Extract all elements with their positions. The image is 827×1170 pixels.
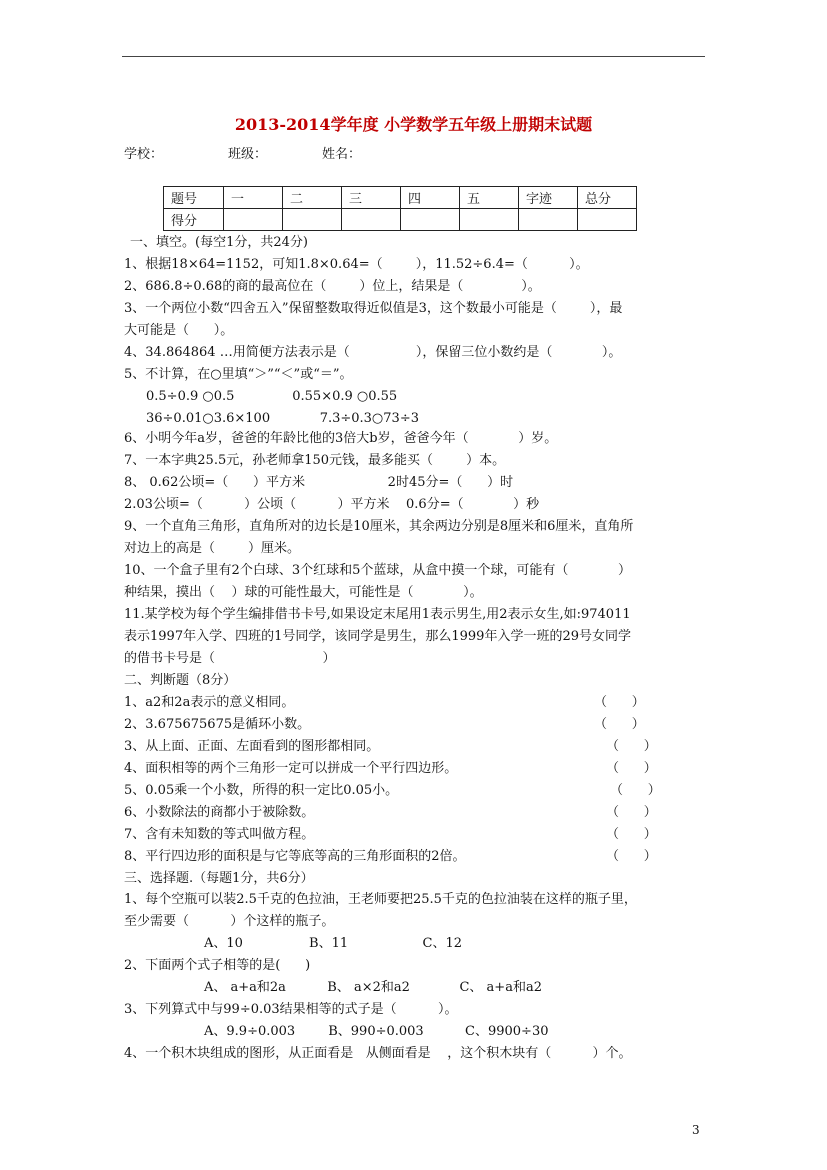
text-line: 对边上的高是（ ）厘米。: [124, 541, 301, 556]
text-line: 5、不计算，在○里填“＞”“＜”或“＝”。: [124, 367, 353, 382]
text-line: 种结果，摸出（ ）球的可能性最大，可能性是（ ）。: [124, 585, 483, 600]
answer-bracket: （ ）: [606, 827, 657, 842]
text-line: 3、一个两位小数“四舍五入”保留整数取得近似值是3，这个数最小可能是（ ），最: [124, 301, 623, 316]
name-field-label: 姓名：: [322, 147, 362, 162]
text-line: 9、一个直角三角形，直角所对的边长是10厘米，其余两边分别是8厘米和6厘米，直角所: [124, 519, 634, 534]
text-line: 5、0.05乘一个小数，所得的积一定比0.05小。: [124, 783, 399, 798]
text-line: 1、根据18×64=1152，可知1.8×0.64=（ ），11.52÷6.4=（ ）。: [124, 257, 589, 272]
text-line: 2.03公顷=（ ）公顷（ ）平方米 0.6分=（ ）秒: [124, 497, 540, 512]
text-line: A、10 B、11 C、12: [204, 936, 463, 951]
text-line: 1、每个空瓶可以装2.5千克的色拉油，王老师要把25.5千克的色拉油装在这样的瓶子里，: [124, 892, 637, 907]
table-cell: 四: [401, 187, 460, 209]
text-line: 4、面积相等的两个三角形一定可以拼成一个平行四边形。: [124, 761, 458, 776]
table-cell: 三: [342, 187, 401, 209]
table-cell: 题号: [164, 187, 224, 209]
answer-bracket: （ ）: [610, 783, 661, 798]
score-cell[interactable]: [342, 209, 401, 231]
table-cell: 得分: [164, 209, 224, 231]
page-number: 3: [692, 1123, 700, 1137]
text-line: 表示1997年入学、四班的1号同学，该同学是男生，那么1999年入学一班的29号女同学: [124, 629, 631, 644]
answer-bracket: （ ）: [606, 805, 657, 820]
answer-bracket: （ ）: [606, 849, 657, 864]
text-line: 2、686.8÷0.68的商的最高位在（ ）位上，结果是（ ）。: [124, 279, 541, 294]
table-cell: 字迹: [519, 187, 578, 209]
text-line: 1、a2和2a表示的意义相同。: [124, 695, 295, 710]
score-cell[interactable]: [460, 209, 519, 231]
table-cell: 一: [224, 187, 283, 209]
page-title: 2013-2014学年度 小学数学五年级上册期末试题: [234, 115, 593, 134]
table-cell: 总分: [578, 187, 637, 209]
text-line: 7、一本字典25.5元，孙老师拿150元钱，最多能买（ ）本。: [124, 453, 506, 468]
answer-bracket: （ ）: [594, 717, 645, 732]
school-field-label: 学校：: [124, 147, 164, 162]
text-line: 8、 0.62公顷=（ ）平方米 2时45分=（ ）时: [124, 475, 514, 490]
score-cell[interactable]: [578, 209, 637, 231]
text-line: 2、下面两个式子相等的是( ): [124, 958, 311, 973]
class-field-label: 班级：: [228, 147, 268, 162]
score-table-score-row: [164, 209, 637, 231]
score-cell[interactable]: [401, 209, 460, 231]
text-line: 三、选择题.（每题1分，共6分）: [124, 871, 314, 886]
table-cell: 二: [283, 187, 342, 209]
text-line: 大可能是（ ）。: [124, 323, 234, 338]
text-line: 一、填空。(每空1分，共24分): [130, 235, 308, 250]
text-line: 7、含有未知数的等式叫做方程。: [124, 827, 315, 842]
text-line: 6、小数除法的商都小于被除数。: [124, 805, 315, 820]
text-line: A、9.9÷0.003 B、990÷0.003 C、9900÷30: [204, 1024, 549, 1039]
text-line: 2、3.675675675是循环小数。: [124, 717, 311, 732]
score-cell[interactable]: [283, 209, 342, 231]
text-line: 3、下列算式中与99÷0.03结果相等的式子是（ ）。: [124, 1002, 458, 1017]
text-line: 36÷0.01○3.6×100 7.3÷0.3○73÷3: [146, 411, 419, 426]
score-table-header-row: [164, 187, 637, 209]
score-table: [163, 186, 637, 231]
text-line: 至少需要（ ）个这样的瓶子。: [124, 914, 335, 929]
text-line: 8、平行四边形的面积是与它等底等高的三角形面积的2倍。: [124, 849, 466, 864]
text-line: 4、34.864864 …用简便方法表示是（ ），保留三位小数约是（ ）。: [124, 345, 622, 360]
answer-bracket: （ ）: [606, 761, 657, 776]
answer-bracket: （ ）: [594, 695, 645, 710]
text-line: 6、小明今年a岁，爸爸的年龄比他的3倍大b岁，爸爸今年（ ）岁。: [124, 431, 558, 446]
text-line: 4、一个积木块组成的图形，从正面看是 从侧面看是 ，这个积木块有（ ）个。: [124, 1046, 632, 1061]
text-line: A、 a+a和2a B、 a×2和a2 C、 a+a和a2: [204, 980, 542, 995]
text-line: 11.某学校为每个学生编排借书卡号,如果设定末尾用1表示男生,用2表示女生,如:974011: [124, 607, 631, 622]
text-line: 10、一个盒子里有2个白球、3个红球和5个蓝球，从盒中摸一个球，可能有（ ）: [124, 563, 631, 578]
score-cell[interactable]: [519, 209, 578, 231]
text-line: 的借书卡号是（ ）: [124, 651, 336, 666]
answer-bracket: （ ）: [606, 739, 657, 754]
text-line: 0.5÷0.9 ○0.5 0.55×0.9 ○0.55: [146, 389, 398, 404]
header-rule: [122, 56, 705, 57]
score-cell[interactable]: [224, 209, 283, 231]
text-line: 二、判断题（8分）: [124, 673, 237, 688]
table-cell: 五: [460, 187, 519, 209]
text-line: 3、从上面、正面、左面看到的图形都相同。: [124, 739, 380, 754]
